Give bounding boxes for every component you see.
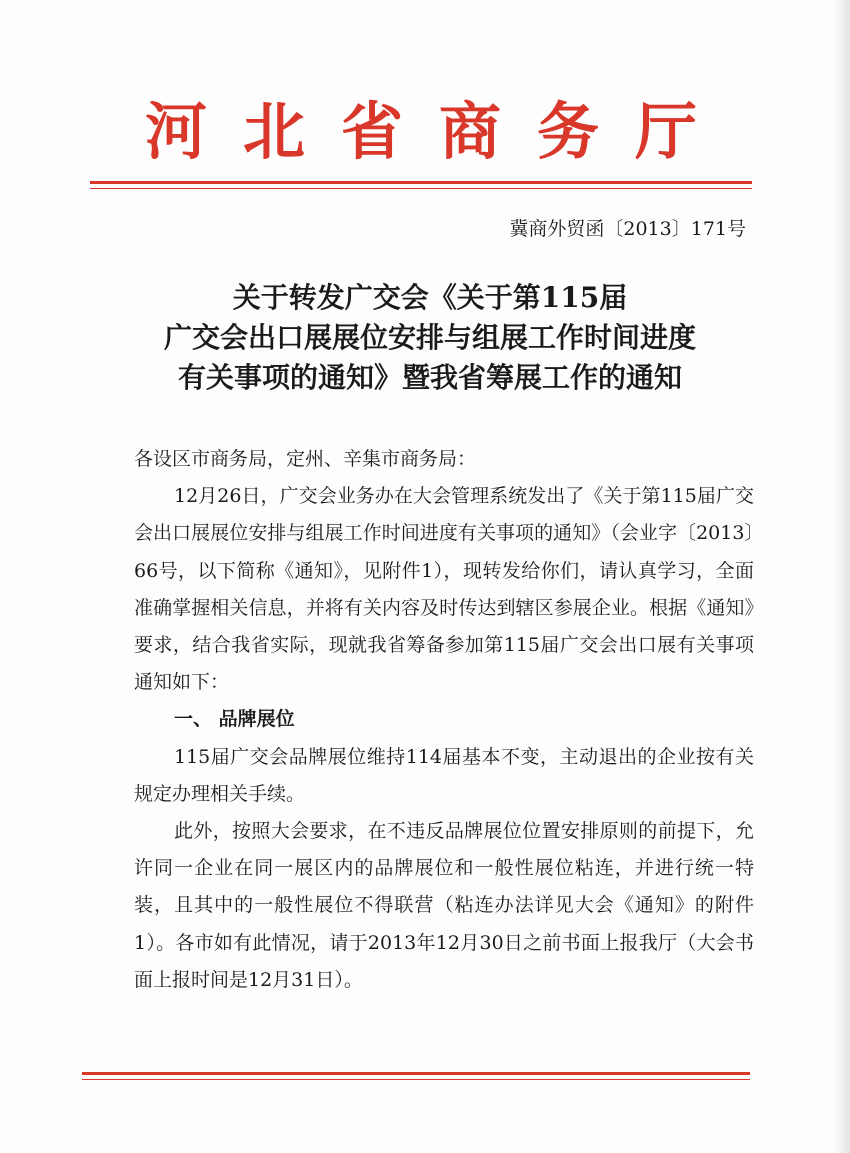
section-heading: 一、 品牌展位 [174,708,295,731]
document-number: 冀商外贸函〔2013〕171号 [509,218,746,240]
booth-adjacency-paragraph: 此外，按照大会要求，在不违反品牌展位位置安排原则的前提下，允许同一企业在同一展区内的品牌展位和一般性展位粘连，并进行统一特装，且其中的一般性展位不得联营（粘连办法详见大会《通知》的附件1）。各市如有此情况，请于2013年12月30日之前书面上报我厅（大会书面上报时间是12月31日）。 [134,820,754,991]
salutation: 各设区市商务局，定州、辛集市商务局： [134,448,477,470]
title-line: 广交会出口展展位安排与组展工作时间进度 [163,321,696,354]
title-line: 有关事项的通知》暨我省筹展工作的通知 [177,361,682,394]
document-body [134,441,754,999]
document-title [110,278,750,398]
letterhead-agency-name: 河北省商务厅 [144,95,733,168]
footer-divider-thin [82,1079,750,1080]
title-line: 关于转发广交会《关于第115届 [232,281,628,314]
intro-paragraph: 12月26日，广交会业务办在大会管理系统发出了《关于第115届广交会出口展展位安排与组展工作时间进度有关事项的通知》（会业字〔2013〕66号，以下简称《通知》，见附件1），现转发给你们，请认真学习，全面准确掌握相关信息，并将有关内容及时传达到辖区参展企业。根据《通知》要求，结合我省实际，现就我省筹备参加第115届广交会出口展有关事项通知如下： [134,485,754,694]
footer-divider-thick [82,1072,750,1075]
brand-booth-paragraph: 115届广交会品牌展位维持114届基本不变，主动退出的企业按有关规定办理相关手续。 [134,745,754,805]
scan-edge-shadow [832,0,850,1153]
letterhead-divider-thick [90,181,752,184]
letterhead-divider-thin [90,188,752,189]
